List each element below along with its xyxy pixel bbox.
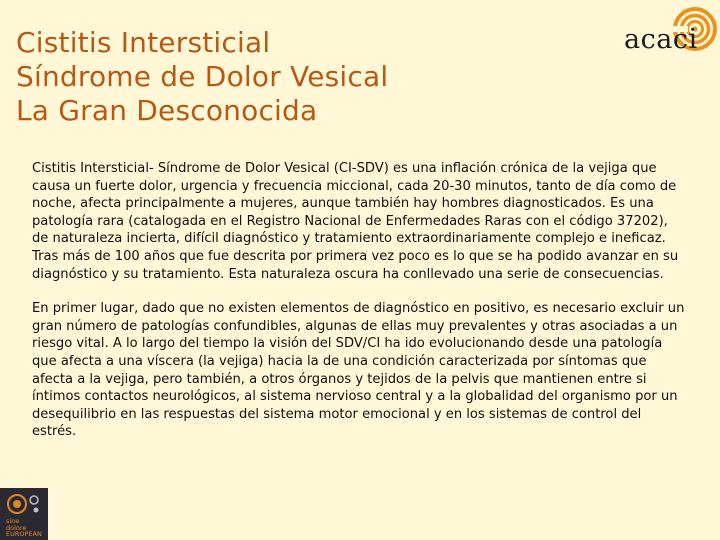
corner-logo [0,488,48,540]
title-line-1: Cistitis Intersticial [16,26,271,59]
body-text [32,160,688,441]
corner-logo-text [6,518,46,538]
slide-title [16,26,576,128]
paragraph-2: En primer lugar, dado que no existen elementos de diagnóstico en positivo, es necesario excluir un gran número de patologías confundibles, algunas de ellas muy prevalentes y otras asociadas a un riesgo vital. A lo largo del tiempo la visión del SDV/CI ha ido evolucionando desde una patología que afecta a una víscera (la vejiga) hacia la de una condición caracterizada por síntomas que afecta a la vejiga, pero también, a otros órganos y tejidos de la pelvis que mantienen entre si íntimos contactos neurológicos, al sistema nervioso central y a la globalidad del organismo por un desequilibrio en las respuestas del sistema motor emocional y en los sistemas de control del estrés. [32,301,685,440]
pain-association-emblem-icon [4,492,44,516]
title-line-3: La Gran Desconocida [16,94,318,127]
title-line-2: Síndrome de Dolor Vesical [16,60,389,93]
logo-text: acaci [624,24,698,55]
corner-line-3: EUROPEAN [6,530,42,538]
corner-line-2: dolore [6,523,27,532]
corner-line-1: sine [6,517,20,525]
acaci-logo [616,6,718,58]
paragraph-1: Cistitis Intersticial- Síndrome de Dolor Vesical (CI-SDV) es una inflación crónica de la vejiga que causa un fuerte dolor, urgencia y frecuencia miccional, cada 20-30 minutos, tanto de día como de noche, afecta principalmente a mujeres, aunque también hay hombres diagnosticados. Es una patología rara (catalogada en el Registro Nacional de Enfermedades Raras con el código 37202), de naturaleza incierta, difícil diagnóstico y tratamiento extraordinariamente complejo e ineficaz. Tras más de 100 años que fue descrita por primera vez poco es lo que se ha podido avanzar en su diagnóstico y su tratamiento. Esta naturaleza oscura ha conllevado una serie de consecuencias. [32,161,679,282]
